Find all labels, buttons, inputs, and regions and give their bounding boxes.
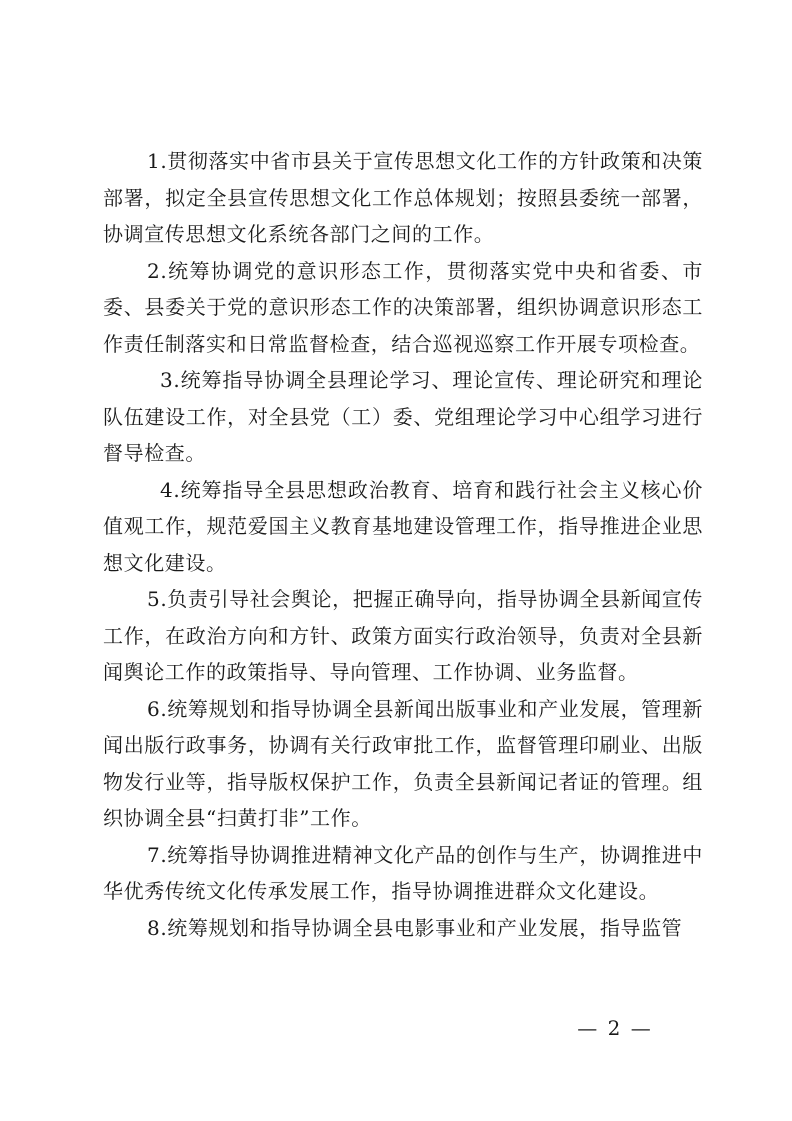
paragraph-7: 7.统筹指导协调推进精神文化产品的创作与生产，协调推进中华优秀传统文化传承发展工作，指导协调推进群众文化建设。 (103, 842, 703, 903)
paragraph-1: 1.贯彻落实中省市县关于宣传思想文化工作的方针政策和决策部署，拟定全县宣传思想文化工作总体规划；按照县委统一部署，协调宣传思想文化系统各部门之间的工作。 (103, 149, 703, 246)
paragraph-3: 3.统筹指导协调全县理论学习、理论宣传、理论研究和理论队伍建设工作，对全县党（工）委、党组理论学习中心组学习进行督导检查。 (103, 368, 703, 465)
paragraph-5: 5.负责引导社会舆论，把握正确导向，指导协调全县新闻宣传工作，在政治方向和方针、政策方面实行政治领导，负责对全县新闻舆论工作的政策指导、导向管理、工作协调、业务监督。 (103, 587, 703, 684)
paragraph-8: 8.统筹规划和指导协调全县电影事业和产业发展，指导监管 (147, 915, 683, 940)
paragraph-6: 6.统筹规划和指导协调全县新闻出版事业和产业发展，管理新闻出版行政事务，协调有关行政审批工作，监督管理印刷业、出版物发行业等，指导版权保护工作，负责全县新闻记者证的管理。组织协调全县“扫黄打非”工作。 (103, 696, 703, 830)
page-number: — 2 — (577, 1016, 653, 1040)
paragraph-2: 2.统筹协调党的意识形态工作，贯彻落实党中央和省委、市委、县委关于党的意识形态工作的决策部署，组织协调意识形态工作责任制落实和日常监督检查，结合巡视巡察工作开展专项检查。 (103, 258, 703, 356)
document-body (103, 143, 703, 946)
paragraph-4: 4.统筹指导全县思想政治教育、培育和践行社会主义核心价值观工作，规范爱国主义教育基地建设管理工作，指导推进企业思想文化建设。 (103, 477, 703, 575)
